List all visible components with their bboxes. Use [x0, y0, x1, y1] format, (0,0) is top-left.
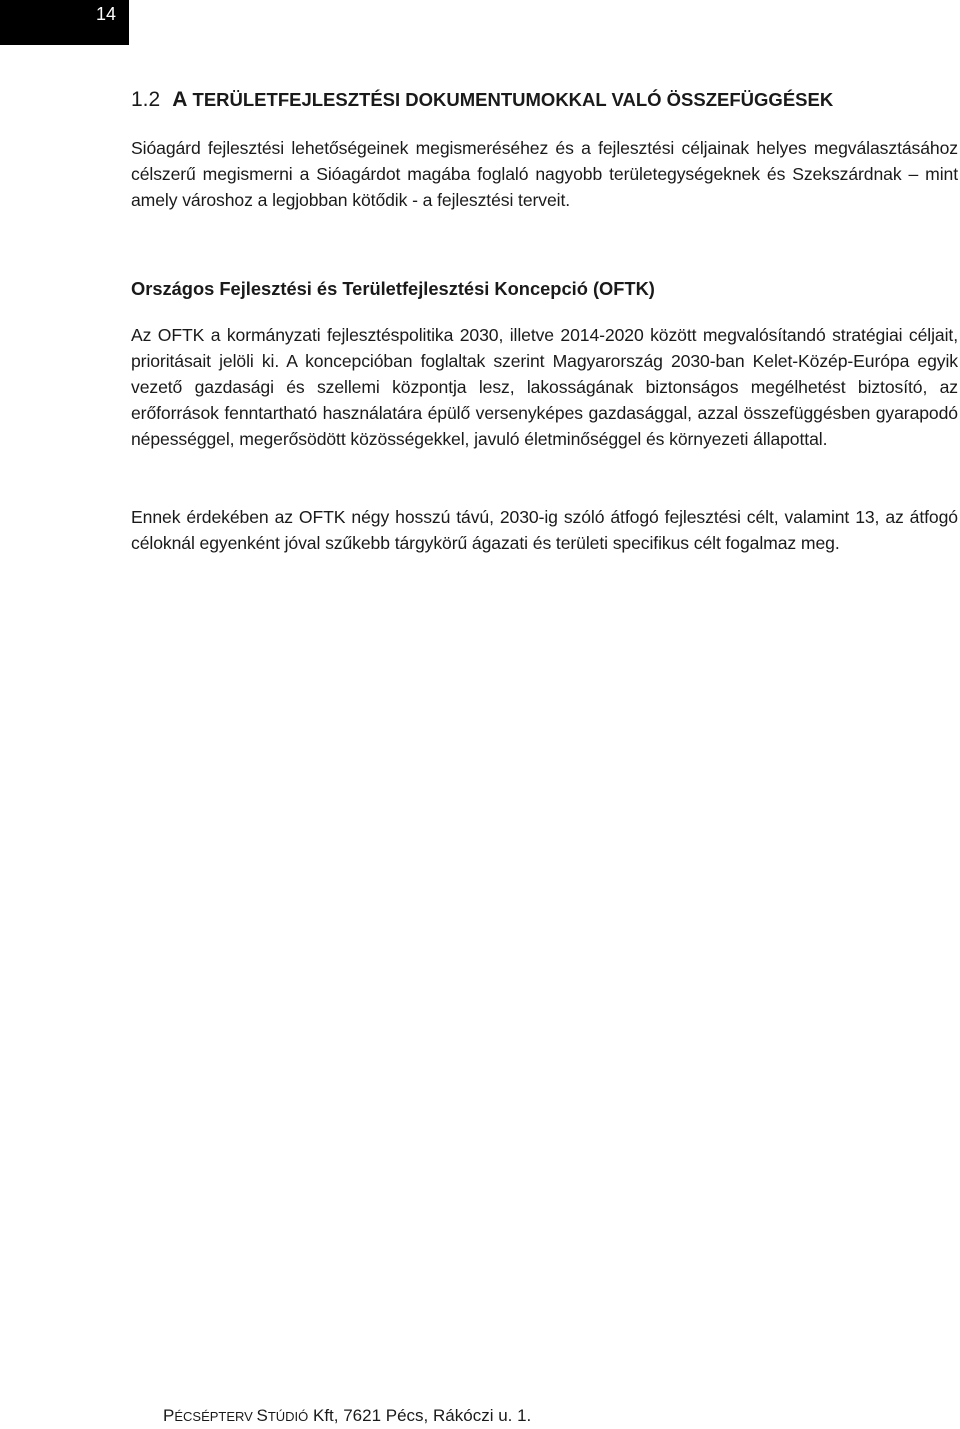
section-number: 1.2	[131, 88, 161, 111]
footer-part-5: Kft, 7621 Pécs, Rákóczi u. 1.	[308, 1406, 532, 1425]
page-footer	[163, 1405, 531, 1428]
footer-part-2: ÉCSÉPTERV	[174, 1409, 257, 1424]
page-number-box	[0, 0, 129, 45]
section-title-first-letter: A	[172, 88, 188, 111]
page-number: 14	[96, 4, 117, 24]
section-title: TERÜLETFEJLESZTÉSI DOKUMENTUMOKKAL VALÓ ÖSSZEFÜGGÉSEK	[187, 89, 834, 110]
footer-part-4: TÚDIÓ	[267, 1409, 309, 1424]
intro-paragraph: Sióagárd fejlesztési lehetőségeinek megismeréséhez és a fejlesztési céljainak helyes megválasztásához célszerű megismerni a Sióagárdot magába foglaló nagyobb területegységeknek és Szekszárdnak – mint amely városhoz a legjobban kötődik - a fejlesztési terveit.	[131, 138, 958, 210]
oftk-subheading: Országos Fejlesztési és Területfejlesztési Koncepció (OFTK)	[131, 278, 655, 299]
footer-part-3: S	[256, 1406, 268, 1425]
footer-part-1: P	[163, 1406, 175, 1425]
oftk-paragraph-1: Az OFTK a kormányzati fejlesztéspolitika 2030, illetve 2014-2020 között megvalósítandó stratégiai céljait, prioritásait jelöli ki. A koncepcióban foglaltak szerint Magyarország 2030-ban Kelet-Közép-Európa egyik vezető gazdasági és szellemi központja lesz, lakosságának biztonságos megélhetést biztosító, az erőforrások fenntartható használatára épülő versenyképes gazdasággal, azzal összefüggésben gyarapodó népességgel, megerősödött közösségekkel, javuló életminőséggel és környezeti állapottal.	[131, 325, 958, 449]
oftk-paragraph-2: Ennek érdekében az OFTK négy hosszú távú, 2030-ig szóló átfogó fejlesztési célt, valamint 13, az átfogó céloknál egyenként jóval szűkebb tárgykörű ágazati és területi specifikus célt fogalmaz meg.	[131, 507, 958, 553]
section-heading	[131, 86, 833, 114]
